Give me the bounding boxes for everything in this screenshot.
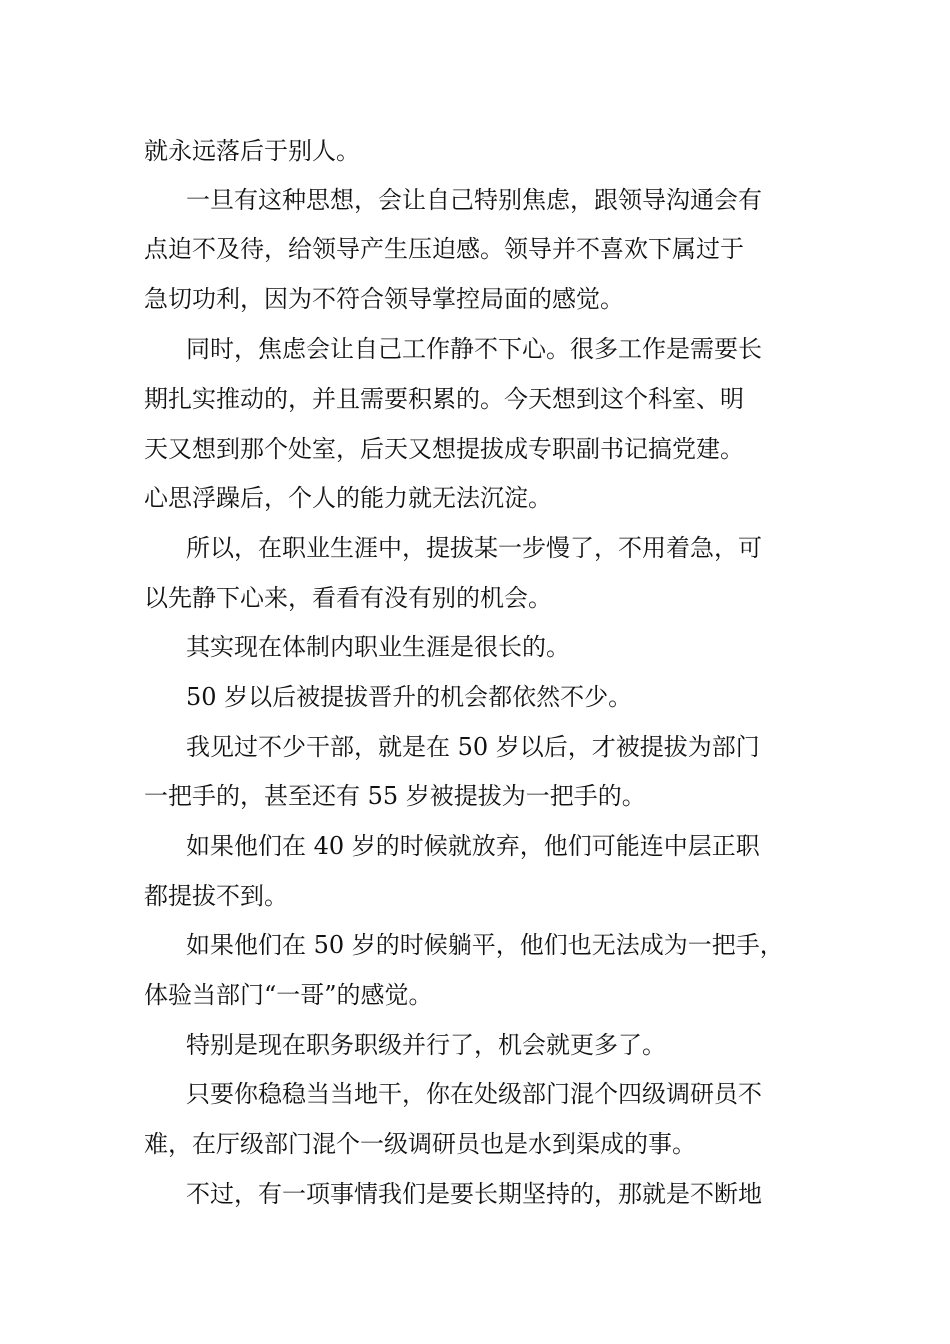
text-line: 只要你稳稳当当地干，你在处级部门混个四级调研员不	[186, 1080, 762, 1108]
text-line: 如果他们在 50 岁的时候躺平，他们也无法成为一把手，	[186, 931, 784, 959]
text-line: 以先静下心来，看看有没有别的机会。	[144, 584, 552, 612]
text-line: 点迫不及待，给领导产生压迫感。领导并不喜欢下属过于	[144, 235, 744, 263]
text-line: 我见过不少干部，就是在 50 岁以后，才被提拔为部门	[186, 733, 760, 761]
text-line: 特别是现在职务职级并行了，机会就更多了。	[186, 1031, 666, 1059]
text-line: 体验当部门“一哥”的感觉。	[144, 981, 433, 1009]
text-line: 急切功利，因为不符合领导掌控局面的感觉。	[144, 285, 624, 313]
text-line: 一把手的，甚至还有 55 岁被提拔为一把手的。	[144, 782, 646, 810]
text-line: 所以，在职业生涯中，提拔某一步慢了，不用着急，可	[186, 534, 762, 562]
text-line: 心思浮躁后，个人的能力就无法沉淀。	[144, 484, 552, 512]
text-line: 天又想到那个处室，后天又想提拔成专职副书记搞党建。	[144, 435, 744, 463]
text-line: 期扎实推动的，并且需要积累的。今天想到这个科室、明	[144, 385, 744, 413]
text-line: 就永远落后于别人。	[144, 137, 360, 165]
text-line: 难，在厅级部门混个一级调研员也是水到渠成的事。	[144, 1130, 696, 1158]
text-line: 一旦有这种思想，会让自己特别焦虑，跟领导沟通会有	[186, 186, 762, 214]
text-line: 其实现在体制内职业生涯是很长的。	[186, 633, 570, 661]
text-line: 都提拔不到。	[144, 882, 288, 910]
text-line: 同时，焦虑会让自己工作静不下心。很多工作是需要长	[186, 335, 762, 363]
text-line: 50 岁以后被提拔晋升的机会都依然不少。	[186, 683, 633, 711]
text-line: 不过，有一项事情我们是要长期坚持的，那就是不断地	[186, 1180, 762, 1208]
text-line: 如果他们在 40 岁的时候就放弃，他们可能连中层正职	[186, 832, 760, 860]
